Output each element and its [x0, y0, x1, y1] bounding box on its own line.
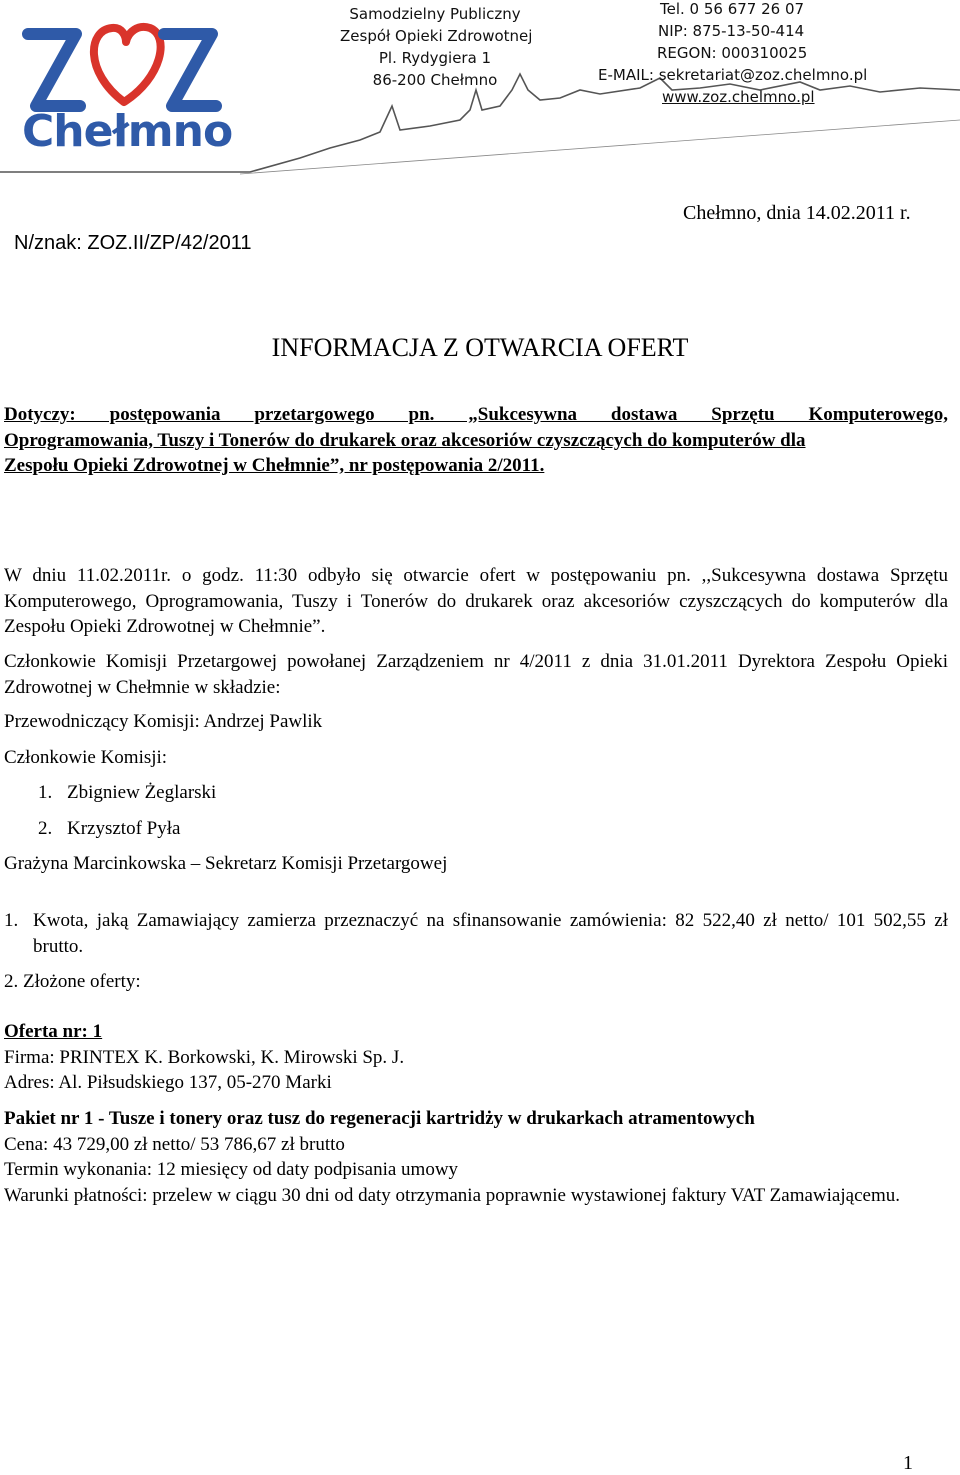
institution-line: Zespół Opieki Zdrowotnej [340, 27, 533, 45]
institution-line: 86-200 Chełmno [372, 71, 498, 89]
institution-address [340, 3, 533, 91]
member-name: Krzysztof Pyła [67, 818, 181, 839]
svg-text:Chełmno: Chełmno [22, 106, 233, 156]
institution-line: Pl. Rydygiera 1 [378, 49, 492, 67]
package-title: Pakiet nr 1 - Tusze i tonery oraz tusz do regeneracji kartridży w drukarkach atramentowych [4, 1108, 755, 1129]
subject-block [4, 402, 948, 479]
letterhead [0, 0, 960, 180]
nip: NIP: 875-13-50-414 [658, 22, 805, 40]
member-item [38, 816, 960, 842]
committee-secretary: Grażyna Marcinkowska – Sekretarz Komisji Przetargowej [4, 853, 448, 874]
package-price: Cena: 43 729,00 zł netto/ 53 786,67 zł brutto [4, 1133, 345, 1155]
point-1 [4, 908, 948, 959]
point-2: 2. Złożone oferty: [4, 971, 141, 992]
offer-address: Adres: Al. Piłsudskiego 137, 05-270 Marki [4, 1072, 332, 1093]
member-number: 1. [38, 782, 53, 803]
package-term: Termin wykonania: 12 miesięcy od daty podpisania umowy [4, 1159, 459, 1180]
phone: Tel. 0 56 677 26 07 [660, 0, 805, 18]
committee-chairman: Przewodniczący Komisji: Andrzej Pawlik [4, 711, 323, 732]
subject-line: Oprogramowania, Tuszy i Tonerów do drukarek oraz akcesoriów czyszczących do komputerów dla [4, 429, 806, 451]
subject-line: Zespołu Opieki Zdrowotnej w Chełmnie”, nr postępowania 2/2011. [4, 455, 545, 476]
date-line: Chełmno, dnia 14.02.2011 r. [683, 202, 911, 224]
subject-line: Dotyczy: postępowania przetargowego pn. „Sukcesywna dostawa Sprzętu Komputerowego, [4, 404, 948, 425]
members-label: Członkowie Komisji: [4, 747, 168, 768]
document-title: INFORMACJA Z OTWARCIA OFERT [271, 333, 689, 362]
opening-paragraph: W dniu 11.02.2011r. o godz. 11:30 odbyło się otwarcie ofert w postępowaniu pn. ,,Sukcesywna dostawa Sprzętu Komputerowego, Oprogramowania, Tuszy i Tonerów do drukarek oraz akcesoriów czyszczących do komputerów dla Zespołu Opieki Zdrowotnej w Chełmnie”. [4, 565, 948, 637]
offer-block [4, 1019, 948, 1096]
institution-line: Samodzielny Publiczny [349, 5, 521, 23]
reference-number: N/znak: ZOZ.II/ZP/42/2011 [14, 232, 252, 254]
package-payment: Warunki płatności: przelew w ciągu 30 dni od daty otrzymania poprawnie wystawionej faktury VAT Zamawiającemu. [4, 1184, 900, 1206]
point-text: Kwota, jaką Zamawiający zamierza przeznaczyć na sfinansowanie zamówienia: 82 522,40 zł netto/ 101 502,55 zł brutto. [33, 910, 948, 957]
offer-heading: Oferta nr: 1 [4, 1021, 103, 1042]
email[interactable]: E-MAIL: sekretariat@zoz.chelmno.pl [598, 66, 868, 84]
member-number: 2. [38, 818, 53, 839]
contact-block [598, 0, 867, 108]
offer-firm: Firma: PRINTEX K. Borkowski, K. Mirowski Sp. J. [4, 1046, 405, 1068]
package-block [4, 1106, 948, 1208]
regon: REGON: 000310025 [657, 44, 808, 62]
point-number: 1. [4, 910, 19, 931]
committee-paragraph: Członkowie Komisji Przetargowej powołanej Zarządzeniem nr 4/2011 z dnia 31.01.2011 Dyrektora Zespołu Opieki Zdrowotnej w Chełmnie w składzie: [4, 651, 948, 698]
page-number: 1 [903, 1452, 913, 1474]
member-item [38, 780, 960, 806]
member-name: Zbigniew Żeglarski [67, 782, 217, 803]
website-link[interactable]: www.zoz.chelmno.pl [662, 88, 815, 106]
